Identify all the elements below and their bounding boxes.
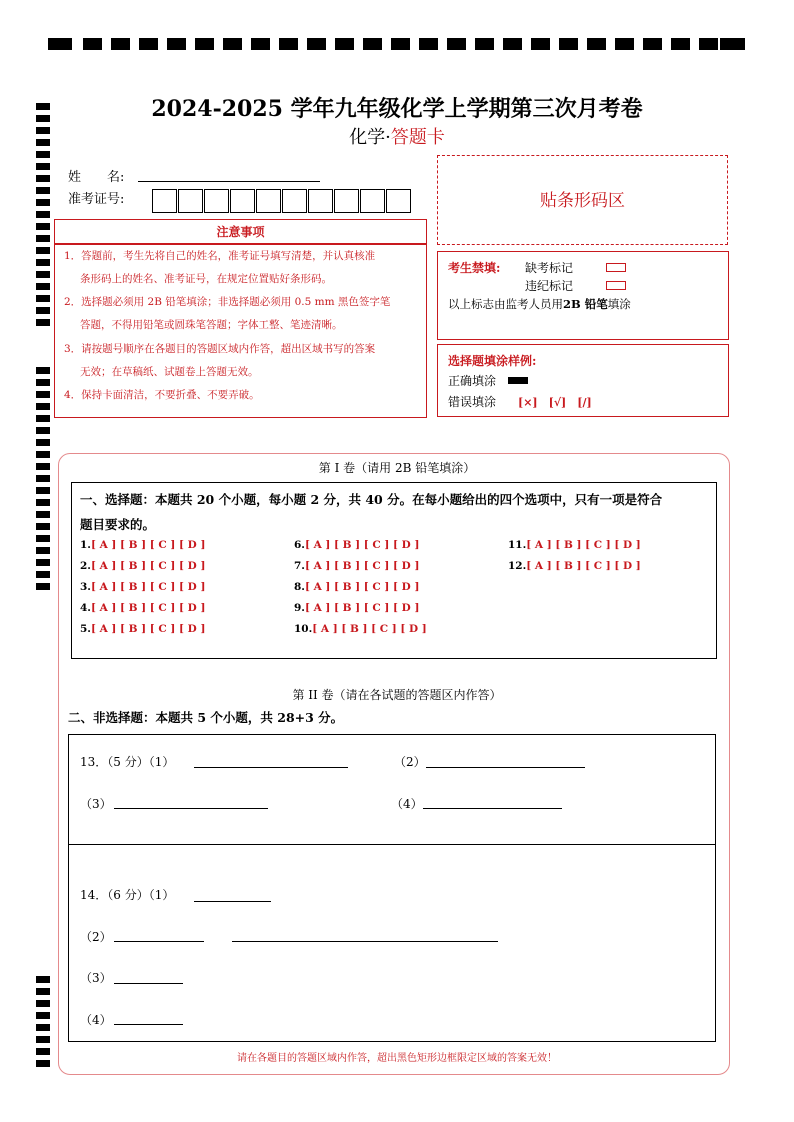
violation-mark-box[interactable] <box>606 281 626 290</box>
mcq-question[interactable]: 12.[ A ] [ B ] [ C ] [ D ] <box>508 560 641 572</box>
q13-answer-1[interactable] <box>194 767 348 768</box>
mcq-question[interactable]: 6.[ A ] [ B ] [ C ] [ D ] <box>294 539 420 551</box>
timing-marks-top <box>48 38 745 50</box>
mcq-question[interactable]: 1.[ A ] [ B ] [ C ] [ D ] <box>80 539 206 551</box>
mcq-question[interactable]: 11.[ A ] [ B ] [ C ] [ D ] <box>508 539 641 551</box>
part1-instruction-2: 题目要求的。 <box>80 517 156 532</box>
mcq-question[interactable]: 8.[ A ] [ B ] [ C ] [ D ] <box>294 581 420 593</box>
mcq-question[interactable]: 9.[ A ] [ B ] [ C ] [ D ] <box>294 602 420 614</box>
q14-part2-label: （2） <box>80 930 112 944</box>
notice-item: 3．请按题号顺序在各题目的答题区域内作答，超出区域书写的答案 <box>64 343 376 355</box>
correct-label: 正确填涂 <box>448 374 497 388</box>
violation-label: 违纪标记 <box>525 279 574 293</box>
notice-title: 注意事项 <box>216 225 265 239</box>
q13-answer-2[interactable] <box>426 767 585 768</box>
q14-answer-1[interactable] <box>194 901 271 902</box>
q13-part4-label: （4） <box>391 797 423 811</box>
absent-label: 缺考标记 <box>525 261 574 275</box>
q14-head: 14．（6 分）（1） <box>80 888 175 902</box>
part2-title: 第 II 卷（请在各试题的答题区内作答） <box>292 688 502 702</box>
notice-item: 答题，不得用铅笔或圆珠笔答题；字体工整、笔迹清晰。 <box>80 319 343 331</box>
q14-part3-label: （3） <box>80 971 112 985</box>
correct-fill-sample <box>508 377 528 384</box>
forbid-title: 考生禁填: <box>448 261 501 275</box>
sample-title: 选择题填涂样例: <box>448 354 537 368</box>
footer-warning: 请在各题目的答题区域内作答，超出黑色矩形边框限定区域的答案无效！ <box>237 1053 557 1064</box>
q14-answer-4[interactable] <box>114 1024 183 1025</box>
q14-answer-2a[interactable] <box>114 941 204 942</box>
forbid-note-pre: 以上标志由监考人员用 <box>448 297 563 311</box>
notice-item: 2．选择题必须用 2B 铅笔填涂；非选择题必须用 0.5 mm 黑色签字笔 <box>64 296 391 308</box>
forbid-note-post: 填涂 <box>607 297 631 311</box>
part1-title: 第 I 卷（请用 2B 铅笔填涂） <box>318 461 476 475</box>
q13-answer-4[interactable] <box>423 808 562 809</box>
timing-marks-left-2 <box>36 367 50 595</box>
mcq-question[interactable]: 4.[ A ] [ B ] [ C ] [ D ] <box>80 602 206 614</box>
notice-item: 条形码上的姓名、准考证号，在规定位置贴好条形码。 <box>80 273 332 285</box>
q14-part4-label: （4） <box>80 1013 112 1027</box>
subject-label: 化学· <box>349 127 391 148</box>
page-title: 2024-2025 学年九年级化学上学期第三次月考卷 <box>151 96 643 122</box>
barcode-label: 贴条形码区 <box>540 191 625 211</box>
notice-item: 4．保持卡面清洁，不要折叠、不要弄破。 <box>64 389 260 401</box>
q13-head: 13．（5 分）（1） <box>80 755 175 769</box>
mcq-question[interactable]: 7.[ A ] [ B ] [ C ] [ D ] <box>294 560 420 572</box>
page-subtitle <box>0 123 794 149</box>
q13-part3-label: （3） <box>80 797 112 811</box>
name-field[interactable] <box>138 181 320 182</box>
notice-item: 无效；在草稿纸、试题卷上答题无效。 <box>80 366 259 378</box>
notice-item: 1．答题前，考生先将自己的姓名，准考证号填写清楚，并认真核准 <box>64 250 376 262</box>
name-label: 姓 名: <box>68 170 125 185</box>
mcq-question[interactable]: 5.[ A ] [ B ] [ C ] [ D ] <box>80 623 206 635</box>
part2-instruction: 二、非选择题：本题共 5 个小题，共 28+3 分。 <box>68 710 344 725</box>
q14-answer-2b[interactable] <box>232 941 498 942</box>
mcq-question[interactable]: 2.[ A ] [ B ] [ C ] [ D ] <box>80 560 206 572</box>
mcq-question[interactable]: 10.[ A ] [ B ] [ C ] [ D ] <box>294 623 427 635</box>
wrong-marks: [×] [√] [/] <box>518 396 592 409</box>
q13-answer-3[interactable] <box>114 808 268 809</box>
forbid-note <box>448 296 631 312</box>
q13-part2-label: （2） <box>394 755 426 769</box>
forbid-note-bold: 2B 铅笔 <box>563 297 608 311</box>
card-label: 答题卡 <box>390 127 445 148</box>
absent-mark-box[interactable] <box>606 263 626 272</box>
mcq-question[interactable]: 3.[ A ] [ B ] [ C ] [ D ] <box>80 581 206 593</box>
part1-instruction-1: 一、选择题：本题共 20 个小题，每小题 2 分，共 40 分。在每小题给出的四个选项中，只有一项是符合 <box>80 492 663 507</box>
q14-answer-3[interactable] <box>114 983 183 984</box>
wrong-label: 错误填涂 <box>448 395 497 409</box>
q13-q14-divider <box>68 844 716 845</box>
exam-id-label: 准考证号: <box>68 192 125 207</box>
